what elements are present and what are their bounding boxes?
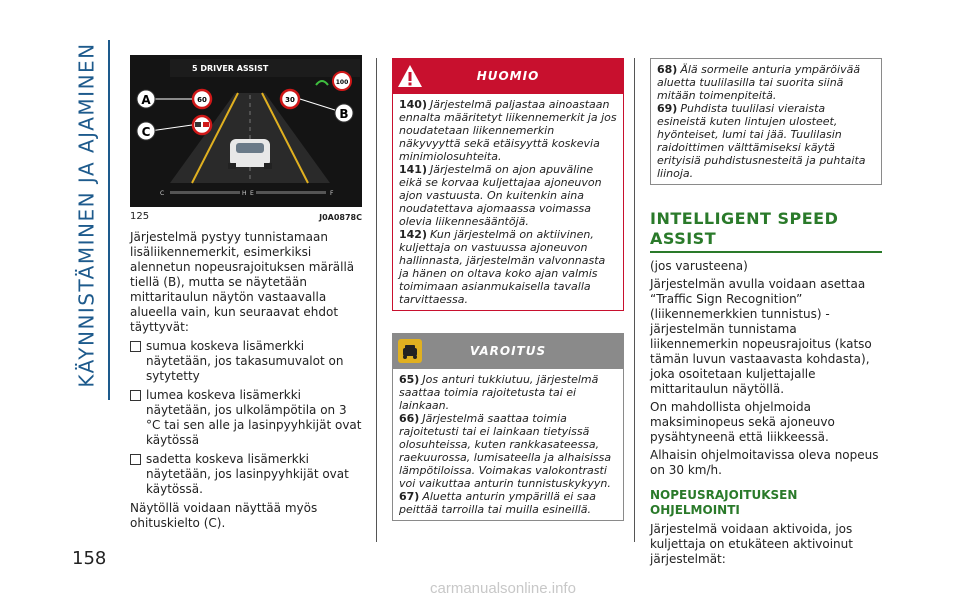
varoitus-header xyxy=(392,333,624,369)
huomio-body xyxy=(392,94,624,311)
varoitus-item: 69) Puhdista tuulilasi vieraista esineistä kuten lintujen ulosteet, hyönteiset, lumi tai jää. Tuulilasin raidoittimen välttämiseksi käytä erityisiä puhdistusnesteitä ja puhtaita liinoja. xyxy=(657,102,866,180)
checkbox-icon xyxy=(130,390,141,401)
screen-title: 5 DRIVER ASSIST xyxy=(192,64,269,73)
column-2 xyxy=(392,58,624,521)
figure-caption xyxy=(130,211,362,222)
varoitus-item: 68) Älä sormeile anturia ympäröivää aluetta tuulilasilla tai suorita siinä mitään toimenpiteitä. xyxy=(657,63,861,102)
huomio-header xyxy=(392,58,624,94)
section-heading: INTELLIGENT SPEED ASSIST xyxy=(650,209,882,253)
outro-paragraph: Näytöllä voidaan näyttää myös ohituskielto (C). xyxy=(130,501,318,530)
paragraph: (jos varusteena) xyxy=(650,259,748,273)
chapter-title: KÄYNNISTÄMINEN JA AJAMINEN xyxy=(75,42,99,388)
huomio-item: 141) Järjestelmä on ajon apuväline eikä se korvaa kuljettajaa ajoneuvon ajon vastuusta. On kuitenkin aina noudatettava ajomaassa voimassa olevia liikennesääntöjä. xyxy=(399,163,602,228)
dashboard-illustration xyxy=(130,55,362,207)
sign-a-value: 60 xyxy=(197,96,207,104)
column-3-text xyxy=(650,259,882,478)
figure-number: 125 xyxy=(130,211,150,222)
huomio-item: 140) Järjestelmä paljastaa ainoastaan ennalta määritetyt liikennemerkit ja jos noudatetaan liikennemerkin näkyvyyttä sekä etäisyyttä koskevia minimiolosuhteita. xyxy=(399,98,617,163)
bullet-item: sadetta koskeva lisämerkki näytetään, jos lasinpyyhkijät ovat käytössä. xyxy=(130,452,362,497)
paragraph: Alhaisin ohjelmoitavissa oleva nopeus on 30 km/h. xyxy=(650,448,879,477)
paragraph: Järjestelmä voidaan aktivoida, jos kuljettaja on etukäteen aktivoinut järjestelmät: xyxy=(650,522,853,566)
column-1 xyxy=(130,55,362,535)
car-warning-icon xyxy=(396,337,424,365)
varoitus-continued xyxy=(650,58,882,185)
column-1-text xyxy=(130,230,362,531)
callout-b: B xyxy=(339,107,349,121)
watermark: carmanualsonline.info xyxy=(430,580,576,597)
bullet-item: lumea koskeva lisämerkki näytetään, jos ulkolämpötila on 3 °C tai sen alle ja lasinpyyhkijät ovat käytössä xyxy=(130,388,362,448)
chapter-rule xyxy=(108,40,110,400)
sign-b-value: 30 xyxy=(285,96,295,104)
paragraph: On mahdollista ohjelmoida maksiminopeus sekä ajoneuvo pysähtyneenä että liikkeessä. xyxy=(650,400,835,444)
figure-code: J0A0878C xyxy=(319,213,362,222)
subsection-heading: NOPEUSRAJOITUKSEN OHJELMOINTI xyxy=(650,488,798,517)
huomio-title: HUOMIO xyxy=(476,69,540,83)
varoitus-item: 66) Järjestelmä saattaa toimia rajoitetusti tai ei lainkaan tietyissä olosuhteissa, kuten rankkasateessa, raekuurossa, lumisateella ja alhaisissa lämpötiloissa. Voimakas valokontrasti voi vaikuttaa anturin tunnistuskykyyn. xyxy=(399,412,612,490)
callout-a: A xyxy=(141,93,151,107)
gauge-c: C xyxy=(160,190,165,197)
varoitus-item: 67) Aluetta anturin ympärillä ei saa peittää tarroilla tai muilla esineillä. xyxy=(399,490,596,516)
checkbox-icon xyxy=(130,341,141,352)
bullet-item: sumua koskeva lisämerkki näytetään, jos takasumuvalot on sytytetty xyxy=(130,339,362,384)
warning-triangle-icon xyxy=(396,62,424,90)
callout-c: C xyxy=(141,125,151,139)
column-3-text-2 xyxy=(650,522,882,567)
page-number: 158 xyxy=(72,548,107,569)
dashboard-figure xyxy=(130,55,362,207)
gauge-h: H xyxy=(242,190,247,197)
huomio-item: 142) Kun järjestelmä on aktiivinen, kuljettaja on vastuussa ajoneuvon hallinnasta, järjestelmän valvonnasta ja hänen on oltava koko ajan valmis toimimaan asianmukaisella tavalla tarvittaessa. xyxy=(399,228,606,306)
column-divider xyxy=(634,58,635,542)
varoitus-item: 65) Jos anturi tukkiutuu, järjestelmä saattaa toimia rajoitetusta tai ei lainkaan. xyxy=(399,373,599,412)
gauge-e: E xyxy=(250,190,254,197)
varoitus-title: VAROITUS xyxy=(469,344,547,358)
column-divider xyxy=(376,58,377,542)
intro-paragraph: Järjestelmä pystyy tunnistamaan lisäliikennemerkit, esimerkiksi alennetun nopeusrajoituksen märällä tiellä (B), mutta se näytetään mittaritaulun näytön vastaavalla alueella vain, kun seuraavat ehdot täyttyvät: xyxy=(130,230,355,334)
gauge-f: F xyxy=(330,190,334,197)
speed-value: 100 xyxy=(335,79,349,86)
paragraph: Järjestelmän avulla voidaan asettaa “Traffic Sign Recognition” (liikennemerkkien tunnistus) - järjestelmän tunnistama liikennemerkin nopeusrajoitus (katso tämän luvun vastaavasta kohdasta), joka osoitetaan kuljettajalle mittaritaulun näytöllä. xyxy=(650,277,872,396)
column-3 xyxy=(650,58,882,570)
checkbox-icon xyxy=(130,454,141,465)
varoitus-body xyxy=(392,369,624,521)
